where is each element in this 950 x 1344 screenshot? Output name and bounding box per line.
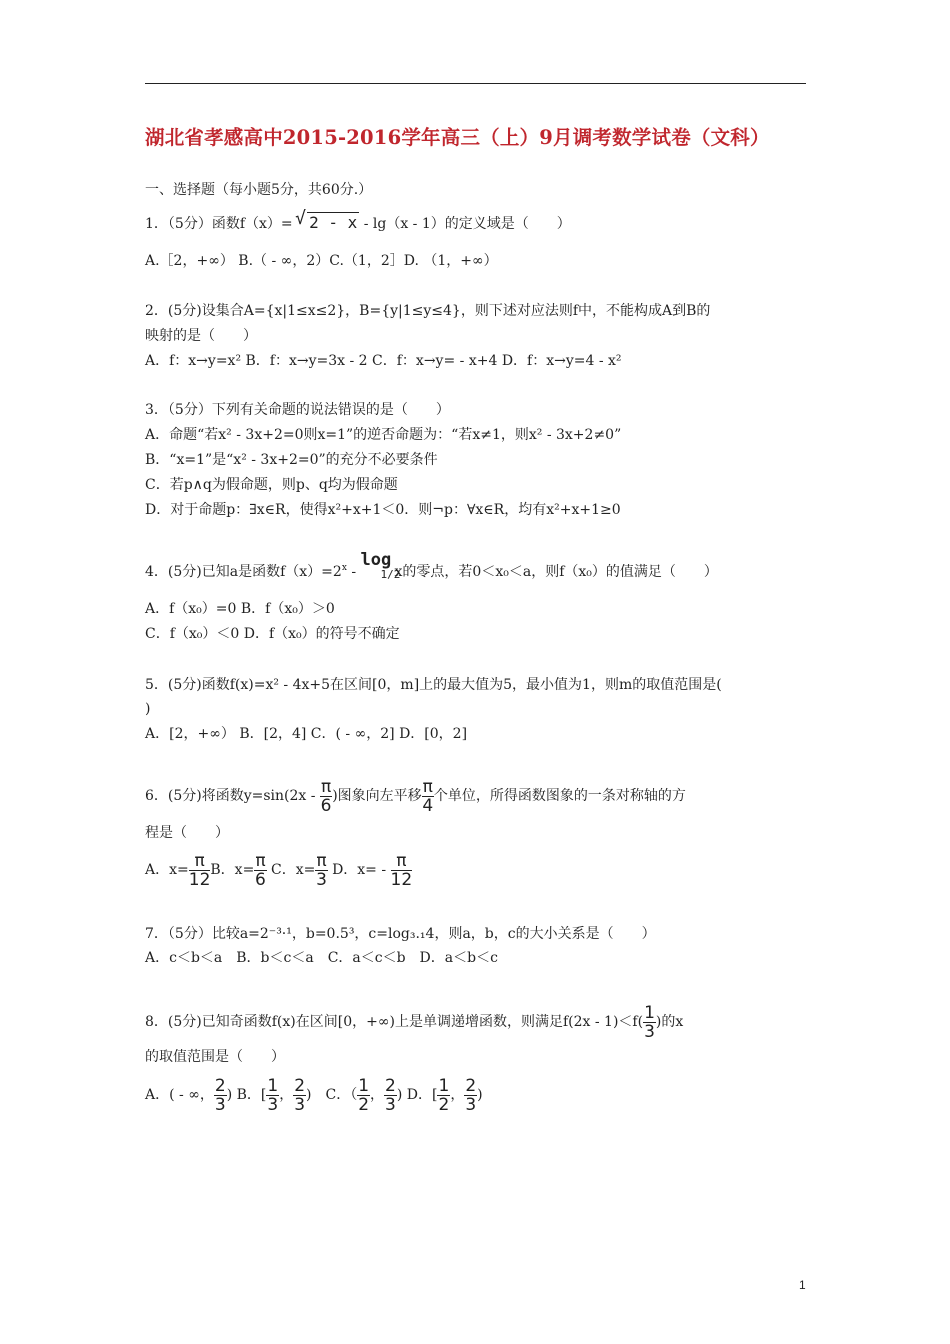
q8-opt-d: ) D．[ <box>396 1087 438 1103</box>
frac-num: 1 <box>644 1002 655 1023</box>
q1-stem-post: - lg（x - 1）的定义域是（ ） <box>363 216 571 232</box>
fraction-pi-4 <box>422 778 434 815</box>
q3-stem: 3．（5分）下列有关命题的说法错误的是（ ） <box>145 402 450 418</box>
fraction-pi-6 <box>320 778 332 815</box>
fraction-2-3 <box>214 1077 227 1114</box>
frac-den: 12 <box>188 869 211 890</box>
q8-stem-pre: 8．(5分)已知奇函数f(x)在区间[0，+∞)上是单调递增函数，则满足f(2x - 1)＜f( <box>145 1014 644 1030</box>
frac-den: 3 <box>644 1021 655 1042</box>
frac-den: 3 <box>294 1094 306 1115</box>
page-title: 湖北省孝感高中2015-2016学年高三（上）9月调考数学试卷（文科） <box>145 126 770 149</box>
q2-options: A．f：x→y=x² B．f：x→y=3x - 2 C．f：x→y= - x+4 D．f：x→y=4 - x² <box>145 353 622 369</box>
q5-stem-line1: 5．(5分)函数f(x)=x² - 4x+5在区间[0，m]上的最大值为5，最小值为1，则m的取值范围是( <box>145 677 722 693</box>
frac-num: 1 <box>358 1075 370 1096</box>
section-heading: 一、选择题（每小题5分，共60分.） <box>145 182 373 198</box>
q1-options: A.［2，+∞） B.（ - ∞，2）C.（1，2］D. （1，+∞） <box>145 253 498 269</box>
q6-stem-line2: 程是（ ） <box>145 825 229 841</box>
q8-stem-line2: 的取值范围是（ ） <box>145 1049 285 1065</box>
q2-stem-line1: 2．(5分)设集合A={x|1≤x≤2}，B={y|1≤y≤4}，则下述对应法则f中，不能构成A到B的 <box>145 303 711 319</box>
q7-stem: 7．（5分）比较a=2⁻³·¹，b=0.5³，c=log₃.₁4，则a，b，c的大小关系是（ ） <box>145 926 656 942</box>
frac-num: π <box>255 850 266 871</box>
q1-radicand: 2 - x <box>309 213 358 232</box>
q6-options <box>145 850 412 890</box>
q3-option-a: A．命题“若x² - 3x+2=0则x=1”的逆否命题为：“若x≠1，则x² - 3x+2≠0” <box>145 427 622 443</box>
q8-opt-a: A．( - ∞， <box>145 1087 214 1103</box>
frac-num: 2 <box>294 1075 306 1096</box>
frac-num: π <box>316 850 327 871</box>
fraction-2-3 <box>293 1077 306 1114</box>
q6-stem-pre: 6．(5分)将函数y=sin(2x - <box>145 788 320 804</box>
frac-den: 3 <box>267 1094 279 1115</box>
fraction-2-3 <box>384 1077 397 1114</box>
q6-stem-post: 个单位，所得函数图象的一条对称轴的方 <box>433 788 686 804</box>
q4-log: log <box>360 550 392 570</box>
q5-options: A．[2，+∞） B．[2，4] C．( - ∞，2] D．[0，2] <box>145 726 468 742</box>
frac-den: 3 <box>316 869 327 890</box>
q5-stem-line2: ) <box>145 701 151 717</box>
q6-opt-b: B．x= <box>210 862 255 878</box>
fraction-pi-6 <box>254 852 266 889</box>
q8-options <box>145 1075 483 1115</box>
frac-num: π <box>320 776 332 797</box>
q8-opt-c: ) C．（ <box>306 1087 358 1103</box>
q6-opt-c: C．x= <box>271 862 316 878</box>
q1-stem-pre: 1．（5分）函数f（x）= <box>145 216 293 232</box>
frac-num: π <box>391 852 413 871</box>
q4-log-base <box>381 568 401 581</box>
frac-den: 6 <box>320 795 332 816</box>
q4-minus: - <box>346 564 361 580</box>
frac-num: 2 <box>465 1075 477 1096</box>
fraction-1-3 <box>643 1004 656 1041</box>
q4-stem-post: x的零点，若0＜x₀＜a，则f（x₀）的值满足（ ） <box>394 564 718 580</box>
frac-den: 2 <box>358 1094 370 1115</box>
q6-opt-a: A．x= <box>145 862 189 878</box>
q4-options-cd: C．f（x₀）＜0 D．f（x₀）的符号不确定 <box>145 626 400 642</box>
question-8 <box>145 1002 683 1042</box>
frac-den: 2 <box>438 1094 450 1115</box>
q8-end: ) <box>477 1087 483 1103</box>
q8-opt-b: ) B．[ <box>226 1087 267 1103</box>
fraction-1-2 <box>437 1077 450 1114</box>
frac-num: 1 <box>438 1075 450 1096</box>
frac-den: 6 <box>255 869 266 890</box>
frac-num: π <box>422 776 433 797</box>
frac-den: 3 <box>385 1094 396 1115</box>
q4-stem-pre: 4．(5分)已知a是函数f（x）=2 <box>145 564 342 580</box>
q6-stem-mid: )图象向左平移 <box>332 788 422 804</box>
q3-option-b: B．“x=1”是“x² - 3x+2=0”的充分不必要条件 <box>145 452 438 468</box>
page-number: 1 <box>799 1278 806 1292</box>
log-expression <box>360 550 401 582</box>
sqrt-expression: √ 2 - x <box>295 208 358 232</box>
fraction-pi-12 <box>391 852 413 889</box>
fraction-pi-3 <box>315 852 327 889</box>
q3-option-c: C．若p∧q为假命题，则p、q均为假命题 <box>145 477 398 493</box>
q3-option-d: D．对于命题p：∃x∈R，使得x²+x+1＜0．则¬p：∀x∈R，均有x²+x+1≥0 <box>145 502 621 518</box>
q7-options: A．c＜b＜a B．b＜c＜a C．a＜c＜b D．a＜b＜c <box>145 950 498 966</box>
fraction-1-2 <box>357 1077 370 1114</box>
comma: ， <box>370 1087 385 1103</box>
q4-exponent: x <box>341 563 347 573</box>
frac-num: π <box>189 852 211 871</box>
q6-opt-d: D．x= - <box>332 862 391 878</box>
q4-options-ab: A．f（x₀）=0 B．f（x₀）＞0 <box>145 601 335 617</box>
question-6 <box>145 776 686 816</box>
header-rule <box>145 83 806 84</box>
fraction-2-3 <box>464 1077 477 1114</box>
q2-stem-line2: 映射的是（ ） <box>145 328 257 344</box>
comma: ， <box>279 1087 294 1103</box>
fraction-1-3 <box>266 1077 279 1114</box>
frac-den: 3 <box>465 1094 477 1115</box>
q4-log-base-text: 1/2 <box>380 568 401 581</box>
frac-num: 1 <box>267 1075 279 1096</box>
frac-den: 4 <box>422 795 434 816</box>
frac-den: 3 <box>214 1094 226 1115</box>
frac-num: 2 <box>385 1075 396 1096</box>
question-4 <box>145 550 718 582</box>
question-1 <box>145 208 571 234</box>
frac-num: 2 <box>214 1075 226 1096</box>
fraction-pi-12 <box>189 852 211 889</box>
q8-stem-post: )的x <box>655 1014 684 1030</box>
comma: ， <box>450 1087 465 1103</box>
frac-den: 12 <box>390 869 413 890</box>
